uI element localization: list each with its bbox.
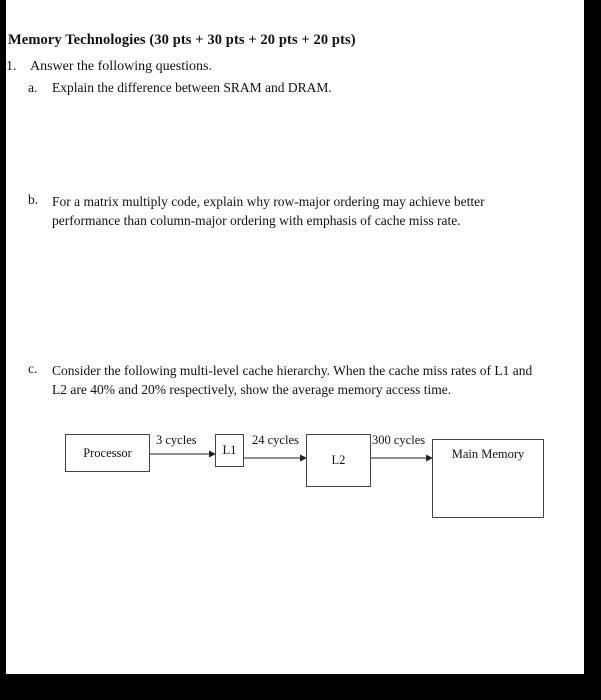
section-title: Memory Technologies (30 pts + 30 pts + 20 pts + 20 pts): [8, 32, 356, 48]
part-a-letter: a.: [28, 80, 38, 95]
part-b-line-2: performance than column-major ordering with emphasis of cache miss rate.: [52, 213, 461, 228]
latency-l2-label: 24 cycles: [252, 433, 299, 447]
part-a-text: Explain the difference between SRAM and DRAM.: [52, 80, 332, 95]
l2-label: L2: [331, 453, 346, 467]
question-text: Answer the following questions.: [30, 59, 212, 74]
diagram-arrows: [6, 0, 584, 674]
bottom-border: [0, 674, 601, 700]
latency-memory-label: 300 cycles: [372, 433, 426, 447]
part-c-letter: c.: [28, 361, 38, 376]
l1-cache-box: [215, 434, 244, 467]
main-memory-box: [432, 439, 544, 518]
question-number: 1.: [6, 59, 17, 74]
processor-box: [65, 434, 150, 472]
l2-cache-box: [306, 434, 371, 487]
part-c-line-1: Consider the following multi-level cache hierarchy. When the cache miss rates of L1 and: [52, 363, 533, 378]
l1-label: L1: [222, 443, 237, 457]
part-c-line-2: L2 are 40% and 20% respectively, show the average memory access time.: [52, 382, 452, 397]
document-page: [6, 0, 584, 674]
part-b-letter: b.: [28, 192, 39, 207]
latency-l1-label: 3 cycles: [156, 433, 197, 447]
processor-label: Processor: [83, 445, 132, 460]
main-memory-label: Main Memory: [451, 447, 525, 461]
right-border: [584, 0, 601, 700]
part-b-line-1: For a matrix multiply code, explain why row-major ordering may achieve better: [52, 194, 485, 209]
